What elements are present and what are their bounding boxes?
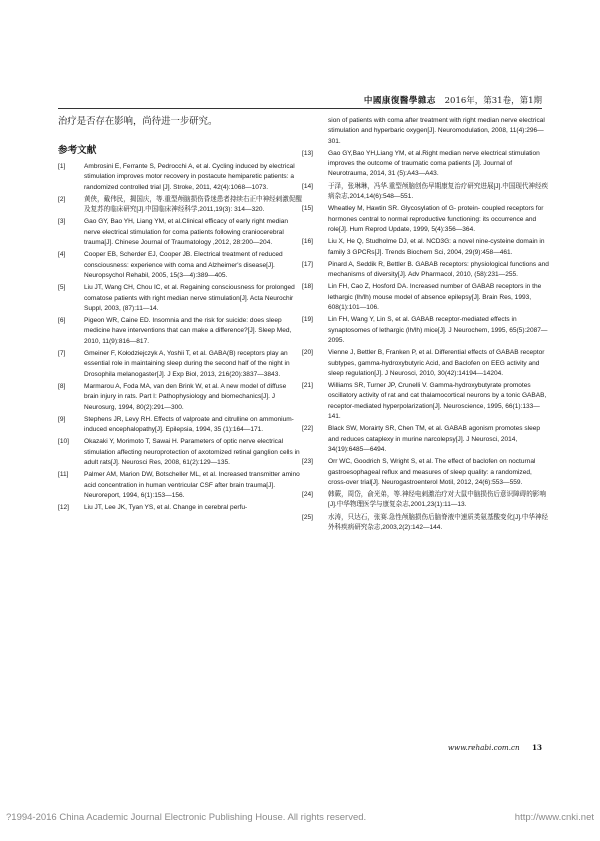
reference-number: [14] [302,182,313,190]
reference-text: Stephens JR, Levy RH. Effects of valproate and citrulline on ammonium-induced encephalopathy[J]. Epilepsia, 1994, 35 (1):164—171. [84,415,294,434]
reference-text: Wheatley M, Hawtin SR. Glycosylation of G- protein- coupled receptors for hormones central to normal reproductive functioning: its occurrence and role[J]. Hum Reprod Update, 1999, 5(4):356—364. [328,205,544,233]
reference-continuation: sion of patients with coma after treatment with right median nerve electrical stimulation and hyperbaric oxygen[J]. Neuromodulation, 2008, 11(4):296—301. [328,117,545,145]
reference-item [302,513,550,534]
reference-number: [5] [58,284,66,292]
references-heading: 参考文献 [58,145,97,156]
reference-number: [6] [58,317,66,325]
reference-item [58,162,302,193]
running-header [364,96,542,106]
reference-text: Gmeiner F, Kołodziejczyk A, Yoshii T, et al. GABA(B) receptors play an essential role in maintaining sleep during the second half of the night in Drosophila melanogaster[J]. J Exp Biol, 2013, 216(20):3837—3843. [84,350,290,378]
reference-number: [25] [302,513,313,521]
reference-text: Gao GY,Bao YH,Liang YM, et al.Right median nerve electrical stimulation improves the outcome of traumatic coma patients [J]. Journal of Neurotrauma, 2014, 31 (5):A43—A43. [328,149,540,178]
reference-item [58,415,302,436]
reference-item [302,260,550,281]
reference-text: 黄侠，戴伟民，揭国庆，等.重型颅脑损伤昏迷患者持续右正中神经刺激促醒及复苏的临床研究[J].中国临床神经科学,2011,19(3): 314—320. [84,195,302,214]
website-link[interactable]: www.rehabi.com.cn [447,743,520,752]
reference-number: [23] [302,458,313,466]
references-list [58,162,302,514]
reference-item [302,237,550,258]
reference-number: [22] [302,425,313,433]
reference-number: [20] [302,349,313,357]
reference-number: [15] [302,205,313,213]
reference-item [302,490,550,511]
reference-item [58,250,302,281]
reference-item [302,424,550,455]
reference-text: Marmarou A, Foda MA, van den Brink W, et al. A new model of diffuse brain injury in rats. Part I: Pathophysiology and biomechanics[J]. J Neurosurg, 1994, 80(2):291—300. [84,382,287,411]
reference-item [58,437,302,468]
left-column [58,116,302,516]
reference-item [302,348,550,379]
reference-number: [17] [302,260,313,268]
page-number: 13 [531,743,542,752]
reference-item [58,503,302,513]
footer [448,743,542,752]
reference-number: [10] [58,438,69,446]
reference-text: Williams SR, Turner JP, Crunelli V. Gamma-hydroxybutyrate promotes oscillatory activity of rat and cat thalamocortical neurons by a tonic GABAB, receptor-mediated hyperpolarization[J]. Neuroscience, 1995, 66(1):133—141. [328,382,547,421]
reference-number: [2] [58,195,66,203]
reference-item [58,349,302,380]
reference-text: Gao GY, Bao YH, Liang YM, et al.Clinical efficacy of early right median nerve electrical stimulation for coma patients following craniocerebral trauma[J]. Chinese Journal of Traumatology ,2012, 28:200—204. [84,218,289,247]
reference-item [302,282,550,313]
references-list [302,149,550,533]
issue-info: 2016年，第31卷，第1期 [444,96,542,106]
reference-text: Okazaki Y, Morimoto T, Sawai H. Parameters of optic nerve electrical stimulation affecting neuroprotection of axotomized retinal ganglion cells in adult rats[J]. Neurosci Res, 2008, 61(2):129—135. [84,438,300,467]
reference-text: Palmer AM, Marion DW, Botscheller ML, et al. Increased transmitter amino acid concentration in human ventricular CSF after brain trauma[J]. Neuroreport, 1994, 6(1):153—156. [84,471,300,499]
right-column [302,116,550,535]
header-rule [58,108,542,109]
reference-text: Liu JT, Lee JK, Tyan YS, et al. Change in cerebral perfu- [84,504,248,512]
reference-item [302,149,550,180]
reference-item [302,182,550,203]
reference-item [302,204,550,235]
reference-text: Pigeon WR, Caine ED. Insomnia and the risk for suicide: does sleep medicine have interventions that can make a difference?[J]. Sleep Med, 2010, 11(9):816—817. [84,317,292,345]
reference-text: 水涛，只达石，张赛.急性颅脑损伤后脑脊液中速质类氨基酸变化[J].中华神经外科疾病研究杂志,2003,2(2):142—144. [328,513,549,531]
reference-text: Pinard A, Seddik R, Bettler B. GABAB receptors: physiological functions and mechanisms of diversity[J]. Adv Pharmacol, 2010, (58):231—255. [328,260,549,279]
reference-item [302,381,550,422]
reference-number: [16] [302,238,313,246]
reference-text: Cooper EB, Scherder EJ, Cooper JB. Electrical treatment of reduced consciousness: experience with coma and Alzheimer's disease[J]. Neuropsychol Rehabil, 2005, 15(3—4):389—405. [84,251,283,279]
reference-number: [1] [58,163,66,170]
reference-item [302,457,550,488]
reference-text: Liu X, He Q, Studholme DJ, et al. NCD3G: a novel nine-cysteine domain in family 3 GPCRs[J]. Trends Biochem Sci, 2004, 29(9):458—461. [328,238,545,256]
reference-item [58,217,302,248]
reference-item [58,382,302,413]
reference-number: [24] [302,491,313,499]
reference-number: [7] [58,350,66,358]
cnki-link[interactable]: http://www.cnki.net [514,812,594,823]
intro-text: 治疗是否存在影响，尚待进一步研究。 [58,116,218,127]
reference-item [58,470,302,501]
reference-text: 韩蕨，周岱，俞光弟，等.神经电刺激治疗对大鼠中脑损伤后意识障碍的影响[J].中华物理医学与康复杂志,2001,23(1):11—13. [328,491,546,509]
reference-item [58,195,302,216]
reference-text: Ambrosini E, Ferrante S, Pedrocchi A, et al. Cycling induced by electrical stimulation improves motor recovery in postacute hemiparetic patients: a randomized controlled trial [J]. Stroke, 2011, 42(4):1068—1073. [84,163,295,191]
reference-number: [3] [58,218,66,226]
reference-number: [4] [58,251,66,259]
reference-number: [8] [58,382,66,390]
reference-number: [21] [302,382,313,390]
reference-text: 于泽，张琳琳，冯华.重型颅脑创伤早期康复治疗研究进展[J].中国现代神经疾病杂志,2014,14(6):548—551. [328,182,549,201]
reference-text: Orr WC, Goodrich S, Wright S, et al. The effect of baclofen on nocturnal gastroesophageal reflux and measures of sleep quality: a randomized, cross-over trial[J]. Neurogastroenterol Motil, 2012, 24(6):553—559. [328,458,536,486]
copyright-bar [6,812,594,823]
reference-item [302,315,550,346]
reference-item [58,316,302,347]
reference-number: [13] [302,149,313,157]
reference-text: Lin FH, Cao Z, Hosford DA. Increased number of GABAB receptors in the lethargic (lh/lh) mouse model of absence epilepsy[J]. Brain Res, 1993, 608(1):101—106. [328,283,542,312]
reference-text: Liu JT, Wang CH, Chou IC, et al. Regaining consciousness for prolonged comatose patients with right median nerve stimulation[J]. Acta Neurochir Suppl, 2003, (87):11—14. [84,284,295,312]
reference-number: [18] [302,283,313,291]
reference-number: [9] [58,415,66,423]
journal-title: 中國康復醫學雜志 [363,96,436,106]
reference-number: [12] [58,504,69,512]
reference-text: Black SW, Morairty SR, Chen TM, et al. GABAB agonism promotes sleep and reduces cataplexy in murine narcolepsy[J]. J Neurosci, 2014, 34(19):6485—6494. [328,425,541,453]
reference-item [58,283,302,314]
copyright-text: ?1994-2016 China Academic Journal Electronic Publishing House. All rights reserved. [6,812,367,823]
reference-text: Lin FH, Wang Y, Lin S, et al. GABAB receptor-mediated effects in synaptosomes of lethargic (lh/lh) mice[J]. J Neurochem, 1995, 65(5):2087—2095. [328,316,548,344]
reference-number: [11] [58,471,69,479]
reference-number: [19] [302,316,313,324]
reference-text: Vienne J, Bettler B, Franken P, et al. Differential effects of GABAB receptor subtypes, gamma-hydroxybutyric Acid, and Baclofen on EEG activity and sleep regulation[J]. J Neurosci, 2010, 30(42):14194—14204. [328,349,545,377]
